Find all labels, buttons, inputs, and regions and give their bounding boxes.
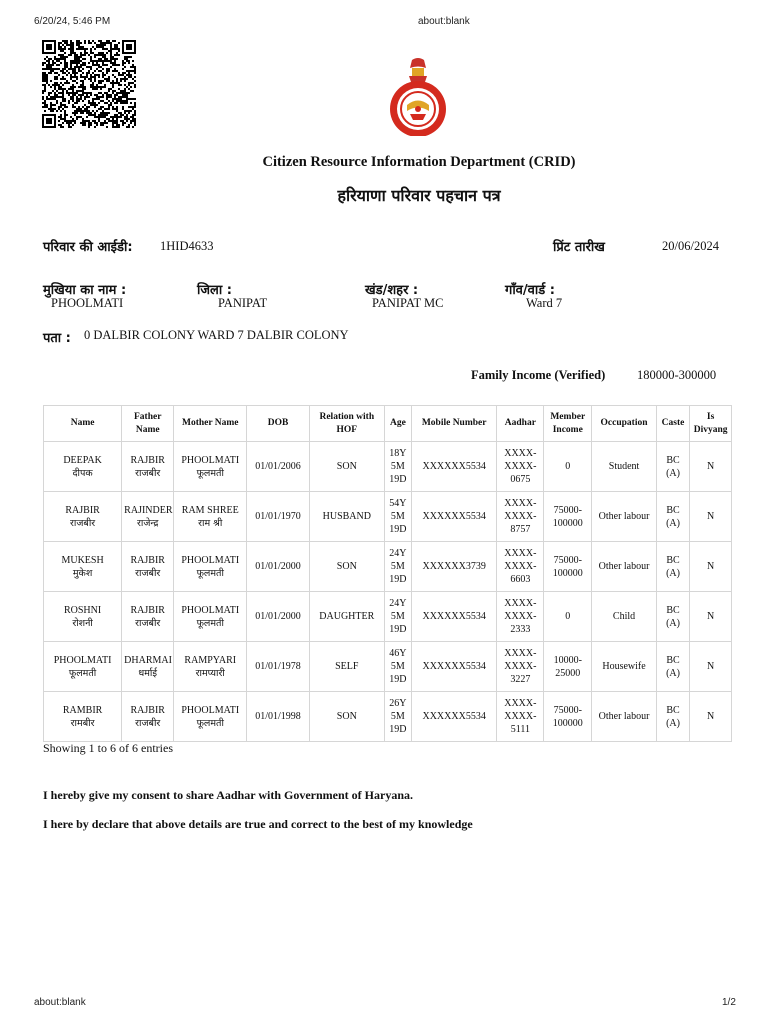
table-entries-info: Showing 1 to 6 of 6 entries — [43, 741, 173, 755]
table-row — [44, 542, 732, 592]
mobile-cell: XXXXXX5534 — [411, 442, 496, 492]
member-name-en: RAMBIR — [62, 704, 103, 716]
block-label: खंड/शहर : — [365, 283, 419, 298]
divyang-cell: N — [690, 542, 732, 592]
declaration-text: I here by declare that above details are true and correct to the best of my knowledge — [43, 817, 473, 831]
mother-name-en: PHOOLMATI — [181, 554, 240, 566]
divyang-cell: N — [690, 592, 732, 642]
aadhar-cell: XXXX-XXXX-8757 — [497, 492, 544, 542]
dob-cell: 01/01/1978 — [247, 642, 310, 692]
mother-name — [174, 592, 247, 642]
column-header: Caste — [656, 406, 689, 442]
caste-cell: BC (A) — [656, 642, 689, 692]
father-name-en: RAJINDER — [124, 504, 173, 516]
head-name-value: PHOOLMATI — [51, 296, 124, 310]
column-header: Age — [384, 406, 411, 442]
father-name-en: RAJBIR — [130, 704, 165, 716]
member-name-en: MUKESH — [61, 554, 104, 566]
member-income-cell: 75000-100000 — [544, 492, 592, 542]
father-name-hi: राजेन्द्र — [137, 517, 159, 529]
column-header: Relation with HOF — [309, 406, 384, 442]
members-table — [43, 405, 732, 742]
table-row — [44, 442, 732, 492]
district-label: जिला : — [197, 283, 232, 298]
member-income-cell: 0 — [544, 592, 592, 642]
haryana-emblem-icon — [385, 56, 451, 136]
father-name — [122, 542, 174, 592]
member-name — [44, 442, 122, 492]
mother-name-hi: राम श्री — [198, 517, 223, 529]
mother-name-en: RAMPYARI — [184, 654, 237, 666]
column-header: Occupation — [592, 406, 657, 442]
father-name-en: DHARMAI — [124, 654, 172, 666]
mother-name-hi: फूलमती — [196, 467, 224, 479]
relation-cell: SELF — [309, 642, 384, 692]
head-name-label: मुखिया का नाम : — [43, 283, 127, 298]
relation-cell: HUSBAND — [309, 492, 384, 542]
mother-name-en: PHOOLMATI — [181, 604, 240, 616]
column-header: DOB — [247, 406, 310, 442]
address-label: पता : — [43, 331, 71, 346]
aadhar-consent-text: I hereby give my consent to share Aadhar with Government of Haryana. — [43, 788, 413, 802]
member-name-en: DEEPAK — [63, 454, 102, 466]
member-income-cell: 75000-100000 — [544, 542, 592, 592]
member-name-hi: फूलमती — [68, 667, 97, 679]
age-cell: 26Y 5M 19D — [384, 692, 411, 742]
relation-cell: SON — [309, 542, 384, 592]
table-header-row — [44, 406, 732, 442]
mother-name — [174, 692, 247, 742]
divyang-cell: N — [690, 492, 732, 542]
column-header: Mother Name — [174, 406, 247, 442]
member-name-hi: मुकेश — [72, 567, 93, 579]
mother-name — [174, 542, 247, 592]
member-name — [44, 642, 122, 692]
column-header: Name — [44, 406, 122, 442]
table-row — [44, 492, 732, 542]
relation-cell: DAUGHTER — [309, 592, 384, 642]
age-cell: 54Y 5M 19D — [384, 492, 411, 542]
family-id-label: परिवार की आईडी: — [43, 240, 133, 255]
family-income-label: Family Income (Verified) — [471, 368, 606, 382]
occupation-cell: Child — [592, 592, 657, 642]
divyang-cell: N — [690, 642, 732, 692]
father-name — [122, 592, 174, 642]
divyang-cell: N — [690, 692, 732, 742]
occupation-cell: Other labour — [592, 542, 657, 592]
member-name — [44, 692, 122, 742]
member-name-hi: राजबीर — [70, 517, 96, 529]
caste-cell: BC (A) — [656, 492, 689, 542]
member-name-hi: रोशनी — [72, 617, 93, 629]
dob-cell: 01/01/2006 — [247, 442, 310, 492]
dob-cell: 01/01/1998 — [247, 692, 310, 742]
qr-code-icon — [42, 40, 136, 128]
dob-cell: 01/01/2000 — [247, 592, 310, 642]
father-name — [122, 492, 174, 542]
dob-cell: 01/01/1970 — [247, 492, 310, 542]
department-title: Citizen Resource Information Department (CRID) — [262, 154, 576, 170]
member-name-en: ROSHNI — [63, 604, 102, 616]
occupation-cell: Student — [592, 442, 657, 492]
mother-name — [174, 492, 247, 542]
village-ward-value: Ward 7 — [526, 296, 563, 310]
column-header: Aadhar — [497, 406, 544, 442]
member-name — [44, 492, 122, 542]
mother-name-hi: रामप्यारी — [195, 667, 225, 679]
age-cell: 18Y 5M 19D — [384, 442, 411, 492]
father-name-hi: राजबीर — [135, 617, 161, 629]
family-id-card-title: हरियाणा परिवार पहचान पत्र — [337, 186, 501, 205]
mobile-cell: XXXXXX5534 — [411, 592, 496, 642]
member-name-en: PHOOLMATI — [53, 654, 112, 666]
caste-cell: BC (A) — [656, 442, 689, 492]
aadhar-cell: XXXX-XXXX-2333 — [497, 592, 544, 642]
table-row — [44, 642, 732, 692]
mother-name-hi: फूलमती — [196, 617, 224, 629]
age-cell: 24Y 5M 19D — [384, 542, 411, 592]
member-name-hi: रामबीर — [70, 717, 95, 729]
district-value: PANIPAT — [218, 296, 268, 310]
member-name — [44, 592, 122, 642]
mother-name — [174, 642, 247, 692]
column-header: Father Name — [122, 406, 174, 442]
family-income-value: 180000-300000 — [637, 368, 717, 382]
age-cell: 46Y 5M 19D — [384, 642, 411, 692]
mobile-cell: XXXXXX5534 — [411, 642, 496, 692]
father-name-en: RAJBIR — [130, 454, 165, 466]
print-page-number: 1/2 — [722, 997, 736, 1008]
mobile-cell: XXXXXX5534 — [411, 492, 496, 542]
print-datetime: 6/20/24, 5:46 PM — [34, 16, 111, 27]
father-name-hi: राजबीर — [135, 717, 161, 729]
caste-cell: BC (A) — [656, 592, 689, 642]
member-income-cell: 0 — [544, 442, 592, 492]
block-value: PANIPAT MC — [372, 296, 444, 310]
aadhar-cell: XXXX-XXXX-0675 — [497, 442, 544, 492]
father-name-hi: राजबीर — [135, 467, 161, 479]
father-name — [122, 692, 174, 742]
occupation-cell: Other labour — [592, 692, 657, 742]
father-name-hi: धर्माई — [138, 667, 158, 679]
column-header: Mobile Number — [411, 406, 496, 442]
print-url-top: about:blank — [418, 16, 470, 27]
father-name-en: RAJBIR — [130, 554, 165, 566]
family-id-value: 1HID4633 — [160, 239, 214, 253]
mother-name-en: PHOOLMATI — [181, 454, 240, 466]
table-body — [44, 442, 732, 742]
column-header: Member Income — [544, 406, 592, 442]
relation-cell: SON — [309, 442, 384, 492]
father-name — [122, 642, 174, 692]
table-row — [44, 592, 732, 642]
aadhar-cell: XXXX-XXXX-3227 — [497, 642, 544, 692]
member-name — [44, 542, 122, 592]
member-name-en: RAJBIR — [65, 504, 100, 516]
occupation-cell: Other labour — [592, 492, 657, 542]
caste-cell: BC (A) — [656, 542, 689, 592]
father-name — [122, 442, 174, 492]
table-row — [44, 692, 732, 742]
mobile-cell: XXXXXX5534 — [411, 692, 496, 742]
column-header: Is Divyang — [690, 406, 732, 442]
village-ward-label: गाँव/वार्ड : — [505, 283, 555, 298]
print-url-bottom: about:blank — [34, 997, 86, 1008]
father-name-hi: राजबीर — [135, 567, 161, 579]
print-date-value: 20/06/2024 — [662, 239, 719, 253]
age-cell: 24Y 5M 19D — [384, 592, 411, 642]
dob-cell: 01/01/2000 — [247, 542, 310, 592]
relation-cell: SON — [309, 692, 384, 742]
member-income-cell: 75000-100000 — [544, 692, 592, 742]
mother-name-hi: फूलमती — [196, 567, 224, 579]
father-name-en: RAJBIR — [130, 604, 165, 616]
address-value: 0 DALBIR COLONY WARD 7 DALBIR COLONY — [84, 328, 349, 342]
mother-name — [174, 442, 247, 492]
aadhar-cell: XXXX-XXXX-6603 — [497, 542, 544, 592]
caste-cell: BC (A) — [656, 692, 689, 742]
print-date-label: प्रिंट तारीख — [553, 240, 605, 255]
member-name-hi: दीपक — [72, 467, 93, 479]
divyang-cell: N — [690, 442, 732, 492]
mother-name-en: RAM SHREE — [181, 504, 239, 516]
mobile-cell: XXXXXX3739 — [411, 542, 496, 592]
mother-name-en: PHOOLMATI — [181, 704, 240, 716]
member-income-cell: 10000-25000 — [544, 642, 592, 692]
mother-name-hi: फूलमती — [196, 717, 224, 729]
occupation-cell: Housewife — [592, 642, 657, 692]
aadhar-cell: XXXX-XXXX-5111 — [497, 692, 544, 742]
